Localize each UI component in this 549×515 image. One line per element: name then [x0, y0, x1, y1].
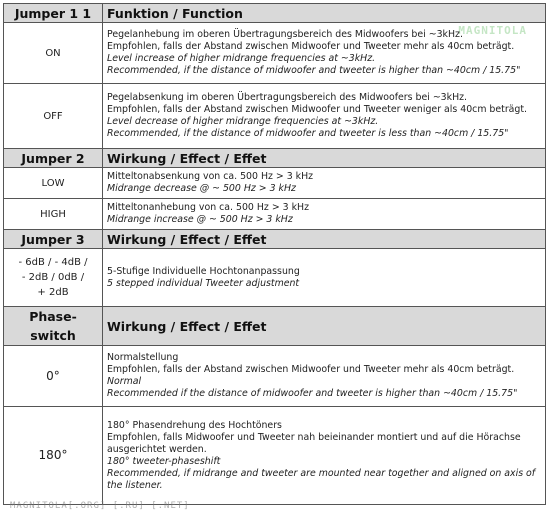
- description-line: Normalstellung: [107, 352, 179, 363]
- phase-header-line: Phase-: [29, 309, 77, 324]
- jumper2-header-title: Wirkung / Effect / Effet: [103, 149, 546, 168]
- jumper1-off-key: OFF: [4, 84, 103, 149]
- description-line: Empfohlen, falls der Abstand zwischen Midwoofer und Tweeter weniger als 40cm beträgt.: [107, 104, 528, 115]
- description-line: Mitteltonabsenkung von ca. 500 Hz > 3 kHz: [107, 171, 314, 182]
- phase-180-key: 180°: [4, 407, 103, 505]
- table-row: [4, 407, 546, 505]
- db-option-line: + 2dB: [37, 287, 69, 298]
- jumper2-high-description: [103, 199, 546, 230]
- watermark-top: MAGNITOLA: [458, 24, 527, 37]
- jumper2-header-label: Jumper 2: [4, 149, 103, 168]
- table-row: [4, 23, 546, 84]
- jumper1-header-label: Jumper 1 1: [4, 4, 103, 23]
- watermark-bottom: MAGNITOLA[.ORG] [.RU] [.NET]: [10, 501, 190, 511]
- phase-header-line: switch: [30, 328, 76, 343]
- jumper3-db-key: [4, 249, 103, 307]
- description-line: Recommended if the distance of midwoofer and tweeter is higher than ~40cm / 15.75": [107, 388, 518, 399]
- jumper3-header-title: Wirkung / Effect / Effet: [103, 230, 546, 249]
- description-line: 180° tweeter-phaseshift: [107, 455, 221, 467]
- description-line: Recommended, if the distance of midwoofer and tweeter is higher than ~40cm / 15.75": [107, 65, 521, 76]
- description-line: Level increase of higher midrange frequencies at ~3kHz.: [107, 53, 376, 64]
- table-row: [4, 199, 546, 230]
- description-line: Level decrease of higher midrange frequencies at ~3kHz.: [107, 116, 379, 127]
- jumper2-header-row: [4, 149, 546, 168]
- jumper2-low-description: [103, 168, 546, 199]
- jumper2-high-key: HIGH: [4, 199, 103, 230]
- description-line: Pegelanhebung im oberen Übertragungsbereich des Midwoofers bei ~3kHz.: [107, 29, 463, 40]
- jumper1-header-row: [4, 4, 546, 23]
- jumper1-off-description: [103, 84, 546, 149]
- description-line: Midrange decrease @ ~ 500 Hz > 3 kHz: [107, 183, 296, 194]
- jumper1-on-key: ON: [4, 23, 103, 84]
- description-line: 5 stepped individual Tweeter adjustment: [107, 277, 300, 289]
- table-row: [4, 346, 546, 407]
- description-line: Recommended, if midrange and tweeter are mounted near together and aligned on axis of the listener.: [107, 467, 536, 491]
- description-line: Midrange increase @ ~ 500 Hz > 3 kHz: [107, 214, 293, 225]
- jumper1-header-title: Funktion / Function: [103, 4, 546, 23]
- description-line: Empfohlen, falls der Abstand zwischen Midwoofer und Tweeter mehr als 40cm beträgt.: [107, 364, 515, 375]
- description-line: Empfohlen, falls der Abstand zwischen Midwoofer und Tweeter mehr als 40cm beträgt.: [107, 41, 515, 52]
- description-line: Empfohlen, falls Midwoofer und Tweeter nah beieinander montiert und auf die Hörachse ausgerichtet werden.: [107, 431, 521, 455]
- description-line: Normal: [107, 376, 142, 387]
- phase-header-title: Wirkung / Effect / Effet: [103, 307, 546, 346]
- db-option-line: - 2dB / 0dB /: [21, 272, 85, 283]
- jumper-settings-table: [3, 3, 546, 505]
- phase-header-label: [4, 307, 103, 346]
- table-row: [4, 249, 546, 307]
- table-row: [4, 168, 546, 199]
- description-line: Recommended, if the distance of midwoofer and tweeter is less than ~40cm / 15.75": [107, 128, 509, 139]
- jumper3-description: [103, 249, 546, 307]
- phase-0-key: 0°: [4, 346, 103, 407]
- phase-header-row: [4, 307, 546, 346]
- jumper3-header-row: [4, 230, 546, 249]
- phase-180-description: [103, 407, 546, 505]
- description-line: 5-Stufige Individuelle Hochtonanpassung: [107, 265, 300, 277]
- jumper3-header-label: Jumper 3: [4, 230, 103, 249]
- description-line: 180° Phasendrehung des Hochtöners: [107, 419, 282, 431]
- jumper1-on-description: [103, 23, 546, 84]
- phase-0-description: [103, 346, 546, 407]
- table-row: [4, 84, 546, 149]
- db-option-line: - 6dB / - 4dB /: [18, 257, 88, 268]
- jumper2-low-key: LOW: [4, 168, 103, 199]
- description-line: Mitteltonanhebung von ca. 500 Hz > 3 kHz: [107, 202, 310, 213]
- description-line: Pegelabsenkung im oberen Übertragungsbereich des Midwoofers bei ~3kHz.: [107, 92, 468, 103]
